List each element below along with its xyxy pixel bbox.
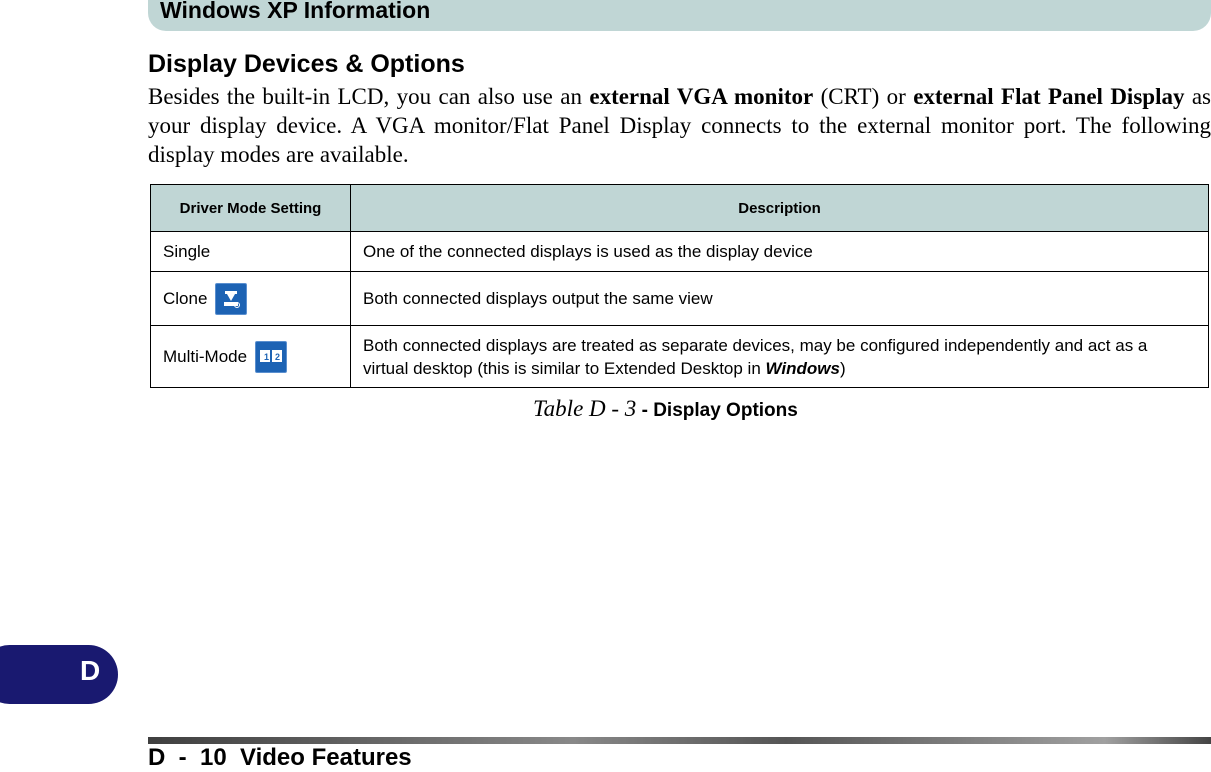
caption-title: - Display Options (636, 400, 798, 421)
svg-text:2: 2 (275, 351, 281, 362)
chapter-tab (0, 645, 118, 704)
description-text: Both connected displays are treated as separate devices, may be configured independently and act as a virtual desktop (this is similar to Extended Desktop in (363, 335, 1148, 378)
description-cell (351, 326, 1209, 388)
table-caption (533, 394, 798, 426)
clone-mode-icon (215, 283, 247, 315)
footer-page-label: D - 10 Video Features (148, 744, 412, 771)
header-driver-mode: Driver Mode Setting (151, 185, 351, 232)
header-description: Description (351, 185, 1209, 232)
intro-bold-vga: external VGA monitor (589, 84, 814, 109)
description-emphasis: Windows (765, 358, 840, 378)
caption-label: Table D - 3 (533, 396, 637, 421)
section-title: Display Devices & Options (148, 50, 465, 78)
page-header-title: Windows XP Information (160, 0, 431, 23)
description-cell: Both connected displays output the same view (351, 272, 1209, 326)
table-row (151, 272, 1209, 326)
footer-divider (148, 737, 1211, 744)
intro-text-3: as your display device. A VGA monitor/Flat Panel Display connects to the external monitor port. The following display modes are available. (148, 84, 1211, 167)
svg-text:1: 1 (264, 351, 270, 362)
table-header-row (151, 185, 1209, 232)
table-row (151, 232, 1209, 272)
intro-text-2: (CRT) or (813, 84, 914, 109)
intro-bold-flat-panel: external Flat Panel Display (913, 84, 1185, 109)
mode-cell: Single (151, 232, 351, 272)
intro-paragraph (148, 82, 1211, 169)
table-row (151, 326, 1209, 388)
intro-text-1: Besides the built-in LCD, you can also use an (148, 84, 590, 109)
chapter-tab-letter: D (80, 655, 101, 686)
display-options-table (150, 184, 1209, 388)
description-cell: One of the connected displays is used as the display device (351, 232, 1209, 272)
description-text-end: ) (839, 358, 846, 378)
mode-label: Clone (163, 288, 208, 308)
mode-label: Multi-Mode (163, 347, 248, 366)
multi-mode-icon (255, 341, 287, 373)
